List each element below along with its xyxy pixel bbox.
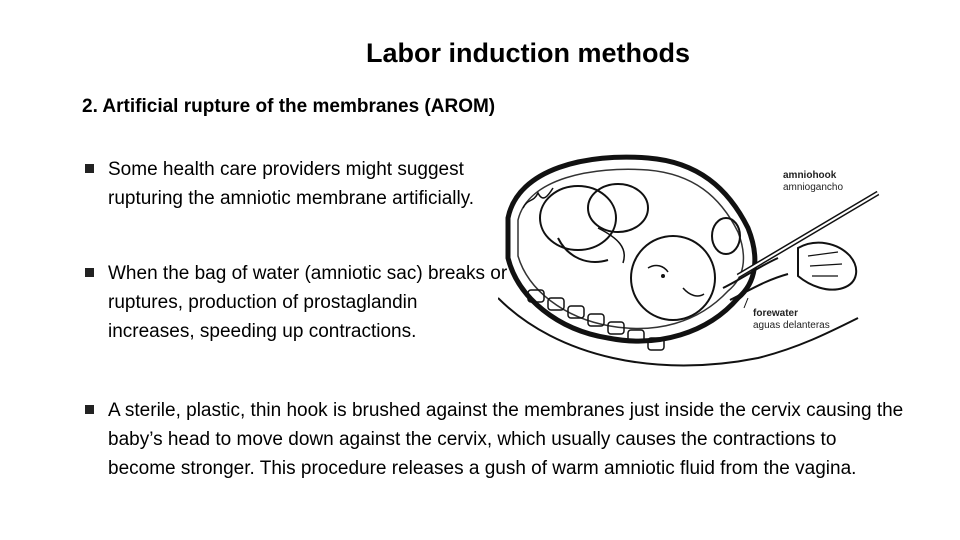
bullet-text: Some health care providers might suggest rupturing the amniotic membrane artificially.: [108, 159, 475, 209]
bullet-square-icon: [85, 268, 94, 277]
bullet-text: A sterile, plastic, thin hook is brushed against the membranes just inside the cervix causing the baby’s head to move down against the cervix, which usually causes the contractions to become stronger. This procedure releases a gush of warm amniotic fluid from the vagina.: [108, 400, 904, 479]
label-forewater: forewater: [753, 308, 799, 319]
hand: [798, 243, 856, 290]
amniotomy-illustration: [498, 148, 884, 380]
bullet-item: [82, 259, 508, 346]
uterus-wall: [508, 157, 755, 341]
slide-title: Labor induction methods: [366, 38, 690, 68]
bullet-item: [82, 155, 498, 213]
label-amniohook: amniohook: [783, 170, 837, 181]
bullet-item: [82, 396, 908, 483]
bullet-square-icon: [85, 405, 94, 414]
slide-subtitle: 2. Artificial rupture of the membranes (AROM): [82, 96, 496, 117]
bullet-square-icon: [85, 164, 94, 173]
label-amniogancho: amniogancho: [783, 182, 844, 193]
label-aguas-delanteras: aguas delanteras: [753, 320, 830, 331]
spine: [528, 290, 664, 350]
bullet-text: When the bag of water (amniotic sac) breaks or ruptures, production of prostaglandin increases, speeding up contractions.: [108, 263, 508, 342]
